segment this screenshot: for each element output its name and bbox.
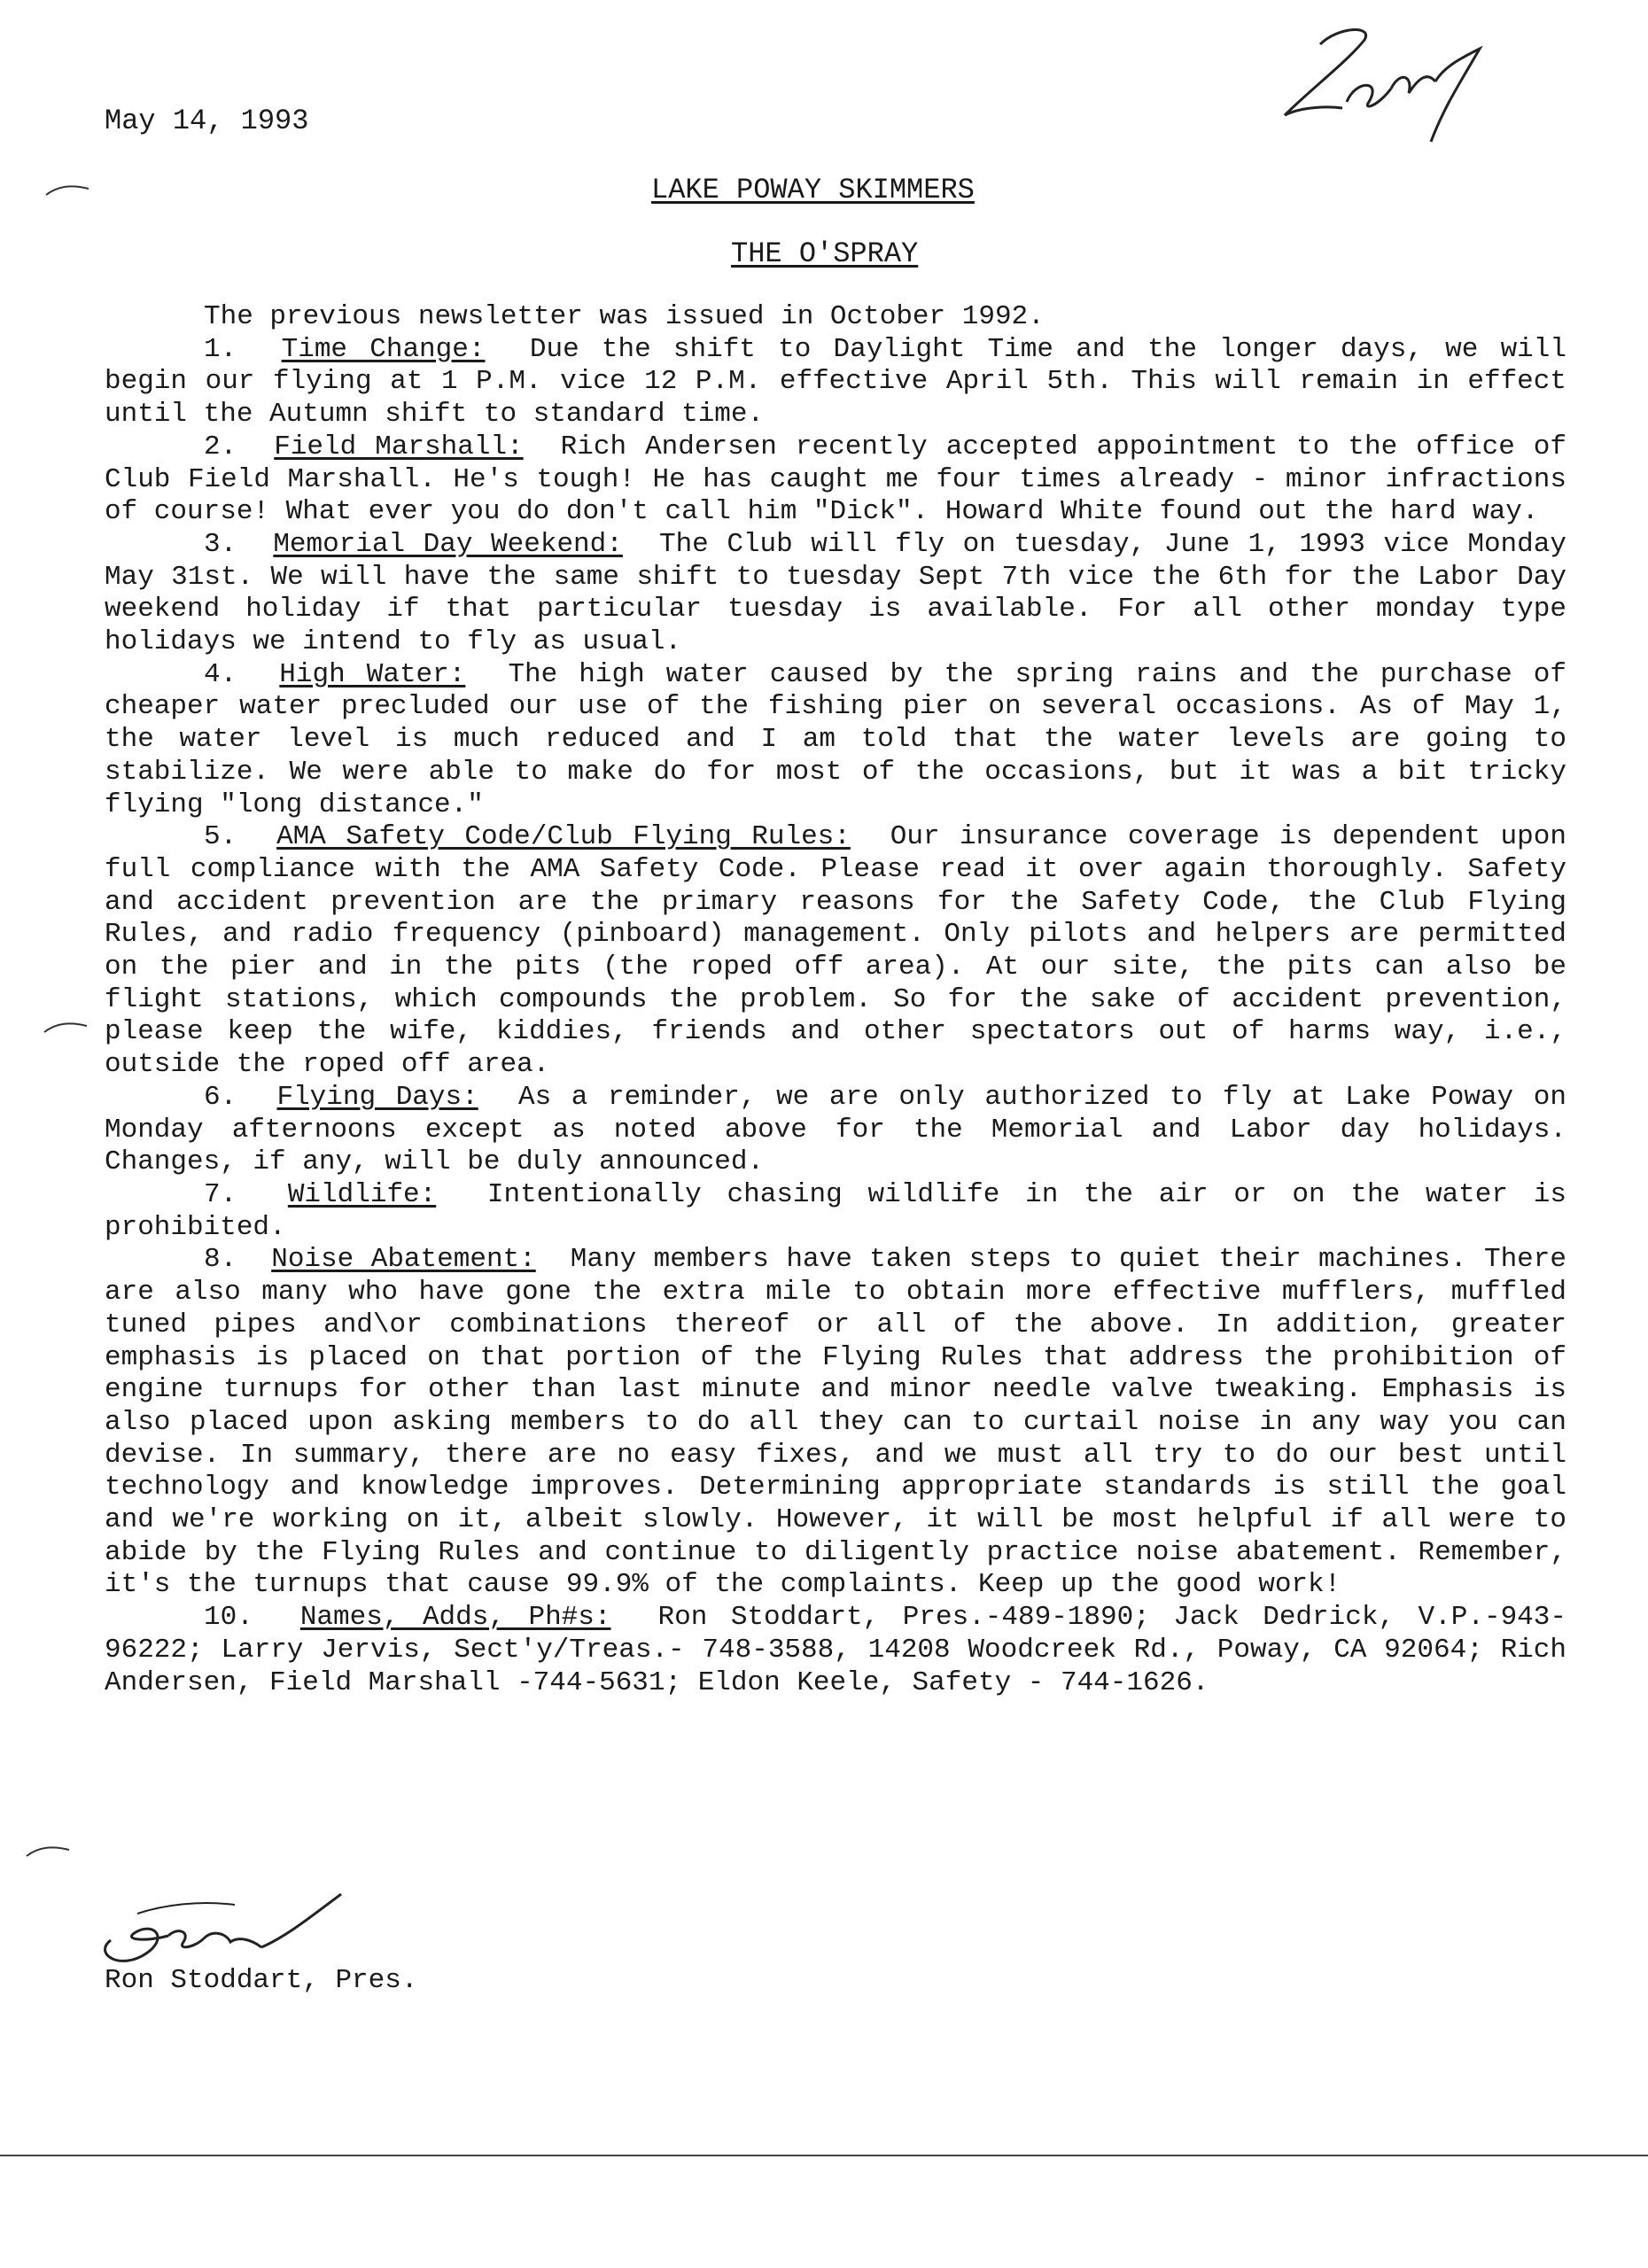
item-heading: Time Change:: [281, 333, 486, 365]
item-text: As a reminder, we are only authorized to fly at Lake Poway on Monday afternoons except as noted above for the Memorial and Labor day holidays. Changes, if any, will be duly announced.: [105, 1081, 1566, 1178]
item-number: 2.: [204, 431, 237, 462]
item-number: 8.: [204, 1244, 237, 1276]
newsletter-title-text: THE O'SPRAY: [731, 237, 919, 270]
item-heading: Field Marshall:: [274, 431, 524, 462]
margin-mark: [25, 1843, 74, 1860]
footer-divider: [0, 2155, 1648, 2156]
item-number: 7.: [204, 1178, 237, 1210]
closing-name: Ron Stoddart, Pres.: [105, 1965, 418, 1996]
item-text: Many members have taken steps to quiet their machines. There are also many who have gone the extra mile to obtain more effective mufflers, muffled tuned pipes and\or combinations thereof or all of the above. In addition, greater emphasis is placed on that portion of the Flying Rules that address the prohibition of engine turnups for other than last minute and minor needle valve tweaking. Emphasis is also placed upon asking members to do all they can to curtail noise in any way you can devise. In summary, there are no easy fixes, and we must all try to do our best until technology and knowledge improves. Determining appropriate standards is still the goal and we're working on it, albeit slowly. However, it will be most helpful if all were to abide by the Flying Rules and continue to diligently practice noise abatement. Remember, it's the turnups that cause 99.9% of the complaints. Keep up the good work!: [105, 1244, 1566, 1601]
item-text: Due the shift to Daylight Time and the longer days, we will begin our flying at 1 P.M. vice 12 P.M. effective April 5th. This will remain in effect until the Autumn shift to standard time.: [105, 333, 1566, 431]
item-paragraph: [105, 1179, 1566, 1244]
item-heading: Noise Abatement:: [271, 1244, 536, 1276]
intro-paragraph: The previous newsletter was issued in October 1992.: [204, 301, 1045, 332]
item-text: Rich Andersen recently accepted appointment to the office of Club Field Marshall. He's tough! He has caught me four times already - minor infractions of course! What ever you do don't call him "Dick". Howard White found out the hard way.: [105, 431, 1566, 528]
letter-date: May 14, 1993: [105, 105, 309, 137]
item-paragraph: [105, 529, 1566, 659]
handwritten-signature-top: [1258, 18, 1497, 151]
newsletter-title: [0, 237, 1648, 270]
item-paragraph: [105, 1602, 1566, 1699]
item-paragraph: [105, 821, 1566, 1082]
item-paragraph: [105, 431, 1566, 529]
item-text: The Club will fly on tuesday, June 1, 1993 vice Monday May 31st. We will have the same shift to tuesday Sept 7th vice the 6th for the Labor Day weekend holiday if that particular tuesday is available. For all other monday type holidays we intend to fly as usual.: [105, 528, 1566, 658]
org-title: [0, 174, 1648, 206]
item-heading: AMA Safety Code/Club Flying Rules:: [276, 821, 851, 853]
item-heading: Memorial Day Weekend:: [273, 528, 623, 560]
org-title-text: LAKE POWAY SKIMMERS: [651, 174, 975, 206]
item-paragraph: [105, 334, 1566, 431]
item-paragraph: [105, 1244, 1566, 1602]
margin-mark: [43, 1019, 91, 1037]
item-heading: High Water:: [279, 658, 466, 690]
item-number: 3.: [204, 528, 237, 560]
item-heading: Names, Adds, Ph#s:: [299, 1602, 611, 1634]
item-number: 6.: [204, 1081, 237, 1113]
item-heading: Wildlife:: [287, 1178, 437, 1210]
item-paragraph: [105, 659, 1566, 822]
item-heading: Flying Days:: [276, 1081, 478, 1113]
item-number: 1.: [204, 333, 237, 365]
item-number: 4.: [204, 658, 237, 690]
item-text: Our insurance coverage is dependent upon full compliance with the AMA Safety Code. Please read it over again thoroughly. Safety and accident prevention are the primary reasons for the Safety Code, the Club Flying Rules, and radio frequency (pinboard) management. Only pilots and helpers are permitted on the pier and in the pits (the roped off area). At our site, the pits can also be flight stations, which compounds the problem. So for the sake of accident prevention, please keep the wife, kiddies, friends and other spectators out of harms way, i.e., outside the roped off area.: [105, 821, 1566, 1081]
item-number: 5.: [204, 821, 237, 853]
item-text: Ron Stoddart, Pres.-489-1890; Jack Dedrick, V.P.-943-96222; Larry Jervis, Sect'y/Treas.- 748-3588, 14208 Woodcreek Rd., Poway, CA 92064; Rich Andersen, Field Marshall -744-5631; Eldon Keele, Safety - 744-1626.: [105, 1602, 1566, 1698]
item-number: 10.: [204, 1602, 253, 1634]
item-paragraph: [105, 1082, 1566, 1179]
newsletter-body: [105, 301, 1566, 1699]
item-text: Intentionally chasing wildlife in the air or on the water is prohibited.: [105, 1178, 1566, 1243]
item-text: The high water caused by the spring rains and the purchase of cheaper water precluded our use of the fishing pier on several occasions. As of May 1, the water level is much reduced and I am told that the water levels are going to stabilize. We were able to make do for most of the occasions, but it was a bit tricky flying "long distance.": [105, 658, 1566, 820]
